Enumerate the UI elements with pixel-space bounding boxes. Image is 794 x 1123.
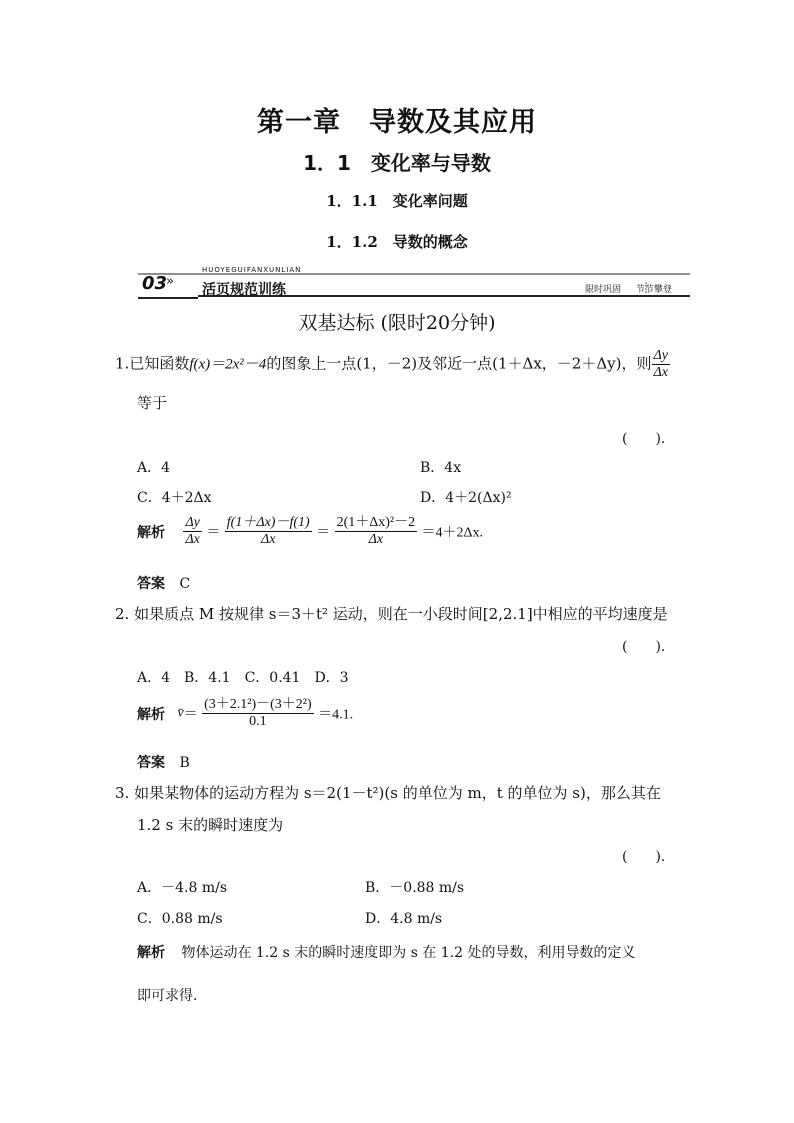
question-number: 1.: [115, 354, 130, 373]
question-2-stem-text: 如果质点 M 按规律 s＝3＋t² 运动，则在一小段时间[2,2.1]中相应的平均速度是: [134, 605, 668, 623]
analysis-line-1: 物体运动在 1.2 s 末的瞬时速度即为 s 在 1.2 处的导数，利用导数的定义: [181, 945, 636, 961]
answer-value: C: [179, 576, 191, 592]
question-1-stem: [115, 348, 670, 381]
banner-name: 活页规范训练: [202, 282, 286, 298]
question-3-option-a: A．－4.8 m/s: [137, 880, 228, 896]
question-1-stem-b: 的图象上一点(1，－2)及邻近一点(1＋Δx，－2＋Δy)，则: [266, 354, 652, 373]
subsection-title-2: 1．1.2 导数的概念: [326, 233, 468, 251]
question-3-stem-line-1: [115, 782, 661, 803]
subsection-title-1: 1．1.1 变化率问题: [326, 192, 468, 210]
answer-label: 答案: [137, 576, 165, 592]
question-1-function: f(x)＝2x²－4: [189, 356, 267, 373]
question-2-analysis: 解析 v̄＝ $\frac{\text{(3＋2.1²)－(3＋2²)}}{0.1}$ ＝4.1.: [137, 697, 354, 730]
analysis-label: 解析: [137, 945, 165, 961]
question-1-answer: [137, 573, 190, 593]
question-2-stem: [115, 603, 668, 624]
question-3-option-d: D．4.8 m/s: [365, 911, 443, 927]
question-3-option-c: C．0.88 m/s: [137, 911, 223, 927]
question-1-fraction: $\frac{\Delta y}{\Delta x}$: [653, 348, 668, 381]
analysis-fraction-3: $\frac{\text{2(1＋Δx)²－2}}{\Delta x}$: [336, 515, 416, 548]
exam-heading: 双基达标 (限时20分钟): [298, 312, 496, 334]
analysis-result: ＝4.1.: [318, 707, 354, 723]
question-3-analysis: [137, 942, 636, 962]
question-1-stem-a: 已知函数: [129, 354, 190, 373]
question-3-stem-text: 如果某物体的运动方程为 s＝2(1－t²)(s 的单位为 m，t 的单位为 s)，那么其在: [134, 784, 661, 802]
section-title: 1．1 变化率与导数: [303, 151, 491, 175]
question-1-option-c: C．4＋2Δx: [137, 490, 212, 506]
analysis-fraction-1: $\frac{\Delta y}{\Delta x}$: [185, 515, 200, 548]
answer-label: 答案: [137, 755, 165, 771]
question-2-paren: ( )．: [622, 639, 675, 655]
question-2-options: A．4 B．4.1 C．0.41 D．3: [137, 670, 349, 686]
chevron-right-icon: »: [166, 274, 174, 289]
question-number: 2.: [115, 605, 130, 623]
question-1-analysis: 解析 $\frac{\Delta y}{\Delta x}$ ＝ $\frac{f(1+\Delta x)-f(1)}{\Delta x}$ ＝ $\frac{\text{2(1＋Δx)²－2}}{\Delta x}$ ＝4＋2Δx.: [137, 515, 484, 548]
question-3-paren: ( )．: [622, 849, 675, 865]
question-1-option-d: D．4＋2(Δx)²: [420, 490, 512, 506]
analysis-label: 解析: [137, 706, 165, 723]
question-1-paren: ( )．: [622, 431, 675, 447]
analysis-fraction: $\frac{\text{(3＋2.1²)－(3＋2²)}}{0.1}$: [204, 697, 312, 730]
question-3-analysis-line-2: 即可求得．: [137, 988, 207, 1004]
question-1-stem-c: 等于: [137, 394, 168, 412]
banner-right-right: 节节攀登: [635, 285, 672, 295]
banner-pinyin: HUOYEGUIFANXUNLIAN: [202, 266, 302, 274]
chapter-title: 第一章 导数及其应用: [257, 107, 537, 138]
question-number: 3.: [115, 784, 130, 802]
analysis-label: 解析: [137, 524, 165, 541]
question-1-option-b: B．4x: [420, 460, 462, 476]
question-1-option-a: A．4: [137, 460, 171, 476]
answer-value: B: [179, 755, 190, 771]
average-velocity-symbol: v̄: [177, 705, 184, 721]
question-3-stem-line-2: 1.2 s 末的瞬时速度为: [137, 816, 284, 834]
banner-right-left: 限时巩固: [585, 285, 622, 295]
banner-right: [585, 282, 672, 295]
analysis-fraction-2: $\frac{f(1+\Delta x)-f(1)}{\Delta x}$: [226, 515, 310, 548]
banner-number: 03: [142, 273, 168, 294]
analysis-result: ＝4＋2Δx.: [421, 525, 484, 541]
question-2-answer: [137, 752, 190, 772]
question-3-option-b: B．－0.88 m/s: [365, 880, 465, 896]
